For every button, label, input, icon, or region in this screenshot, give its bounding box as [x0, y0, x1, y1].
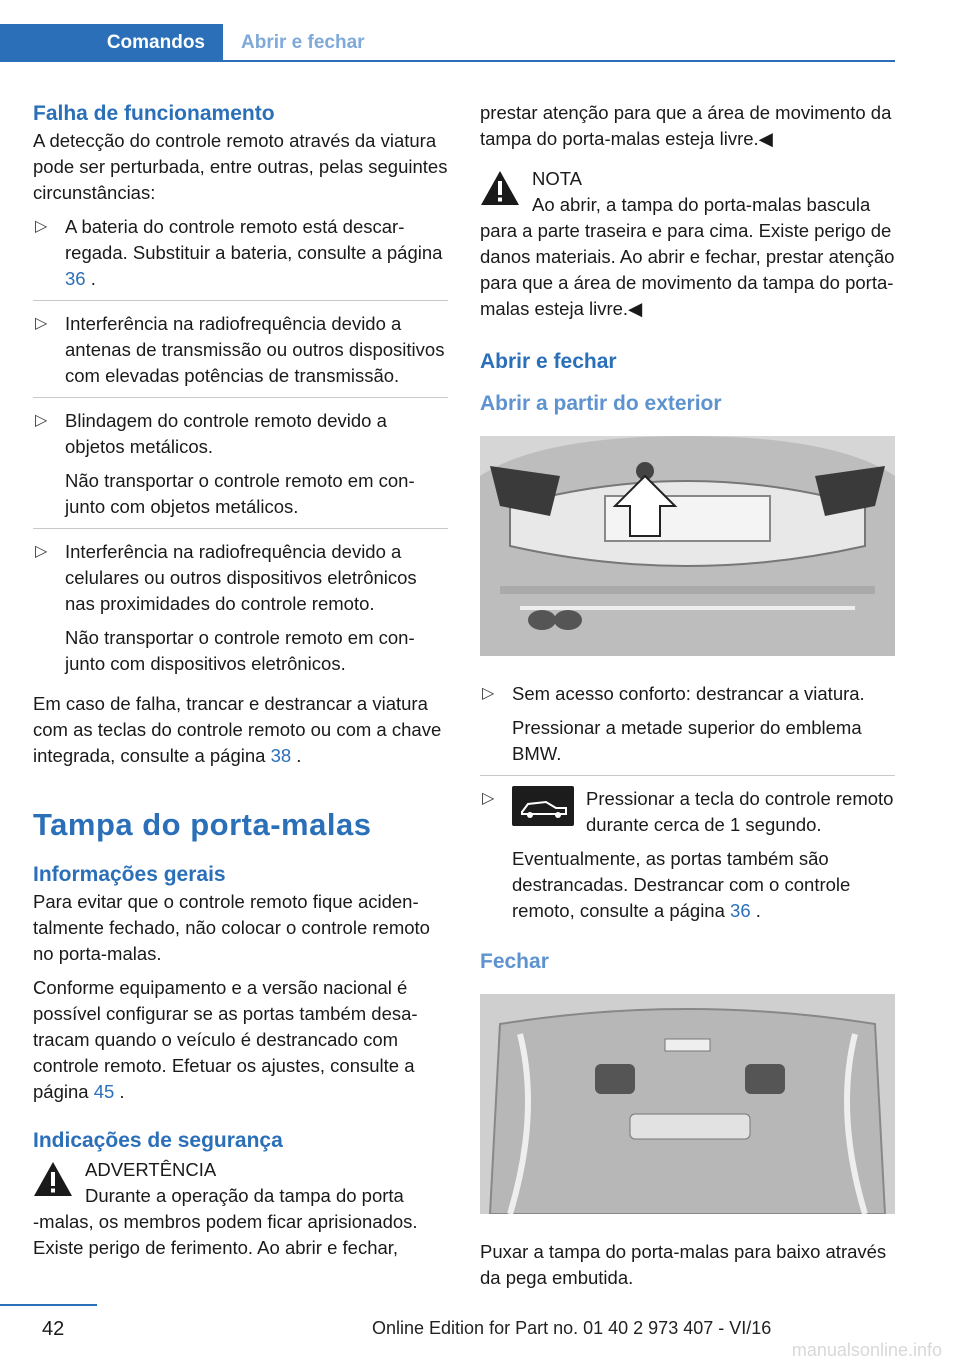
list-item: ▷ Sem acesso conforto: destrancar a viatura. Pressionar a metade superior do emblema BMW.	[480, 681, 895, 776]
warning-line: Durante a operação da tampa do porta	[85, 1185, 404, 1206]
paragraph-fechar: Puxar a tampa do porta-malas para baixo através da pega embutida.	[480, 1241, 887, 1288]
left-column	[33, 100, 448, 1269]
tab-comandos[interactable]	[0, 24, 223, 62]
warning-triangle-icon	[33, 1161, 73, 1197]
right-column	[480, 100, 895, 1299]
page-link[interactable]: 36	[730, 900, 751, 921]
triangle-bullet-icon: ▷	[35, 543, 48, 560]
triangle-bullet-icon: ▷	[482, 790, 495, 807]
heading-seguranca: Indicações de segurança	[33, 1129, 283, 1152]
open-list	[480, 681, 895, 932]
header-rule	[223, 60, 895, 62]
car-rear-figure	[480, 436, 895, 656]
page-link[interactable]: 45	[93, 1081, 115, 1102]
note-block	[480, 166, 895, 218]
note-title: NOTA	[532, 168, 583, 189]
heading-falha: Falha de funcionamento	[33, 102, 275, 125]
tab-comandos-label: Comandos	[106, 32, 205, 53]
heading-fechar: Fechar	[480, 950, 549, 973]
watermark: manualsonline.info	[791, 1340, 942, 1360]
list-item: ▷ A bateria do controle remoto está descarregada. Substituir a bateria, consulte a página 36 .	[33, 214, 448, 301]
triangle-bullet-icon: ▷	[35, 412, 48, 429]
paragraph-continued: prestar atenção para que a área de movimento da tampa do porta-malas esteja livre.◀	[480, 102, 892, 149]
page-number: 42	[42, 1318, 65, 1340]
warning-block	[33, 1157, 448, 1209]
warning-title: ADVERTÊNCIA	[85, 1159, 217, 1180]
header-tabs	[0, 0, 960, 64]
paragraph-info2: Conforme equipamento e a versão nacional é possível configurar se as portas também desatracam quando o veículo é destrancado com controle remoto. Efetuar os ajustes, consulte a página 45 .	[33, 977, 418, 1102]
paragraph-failure: Em caso de falha, trancar e destrancar a viatura com as teclas do controle remoto ou com a chave integrada, consulte a página 38 .	[33, 693, 442, 766]
list-item: ▷ Pressionar a tecla do controle remoto durante cerca de 1 segundo. Eventualmente, as portas também são destrancadas. Destrancar com o controle remoto, consulte a página 36 .	[482, 788, 894, 921]
list-item: ▷ Interferência na radiofrequência devido a antenas de transmissão ou outros dispositivos com elevadas potências de transmissão.	[33, 311, 448, 398]
triangle-bullet-icon: ▷	[482, 685, 495, 702]
heading-abrir-fechar: Abrir e fechar	[480, 350, 617, 373]
failure-list	[33, 214, 448, 685]
heading-info: Informações gerais	[33, 863, 226, 886]
paragraph-intro: A detecção do controle remoto através da viatura pode ser perturbada, entre outras, pelas seguintes circunstâncias:	[33, 130, 448, 203]
edition-footer: Online Edition for Part no. 01 40 2 973 407 - VI/16	[372, 1318, 772, 1338]
warning-triangle-icon	[480, 170, 520, 206]
note-line: Ao abrir, a tampa do porta-malas bascula	[532, 194, 871, 215]
footer-rule	[0, 1304, 97, 1306]
list-item: ▷ Blindagem do controle remoto devido a objetos metálicos. Não transportar o controle remoto em conjunto com objetos metálicos.	[33, 408, 448, 529]
page-link[interactable]: 38	[270, 745, 292, 766]
paragraph-info1: Para evitar que o controle remoto fique acidentalmente fechado, não colocar o controle remoto no porta-malas.	[33, 891, 430, 964]
warning-text: -malas, os membros podem ficar aprisionados. Existe perigo de ferimento. Ao abrir e fechar,	[33, 1211, 418, 1258]
heading-tampa: Tampa do porta-malas	[33, 807, 372, 842]
list-item: ▷ Interferência na radiofrequência devido a celulares ou outros dispositivos eletrônicos nas proximidades do controle remoto. Não transportar o controle remoto em conjunto com dispositivos eletrônicos.	[35, 541, 417, 674]
heading-abrir-exterior: Abrir a partir do exterior	[480, 392, 722, 415]
trunk-key-icon	[512, 786, 574, 826]
triangle-bullet-icon: ▷	[35, 218, 48, 235]
page-link[interactable]: 36	[65, 268, 86, 289]
trunk-lid-figure	[480, 994, 895, 1214]
triangle-bullet-icon: ▷	[35, 315, 48, 332]
tab-abrir-label: Abrir e fechar	[241, 32, 365, 53]
tab-abrir-e-fechar[interactable]	[241, 24, 365, 62]
note-text: para a parte traseira e para cima. Existe perigo de danos materiais. Ao abrir e fechar, prestar atenção para que a área de movimento da tampa do porta-malas esteja livre.◀	[480, 220, 895, 319]
